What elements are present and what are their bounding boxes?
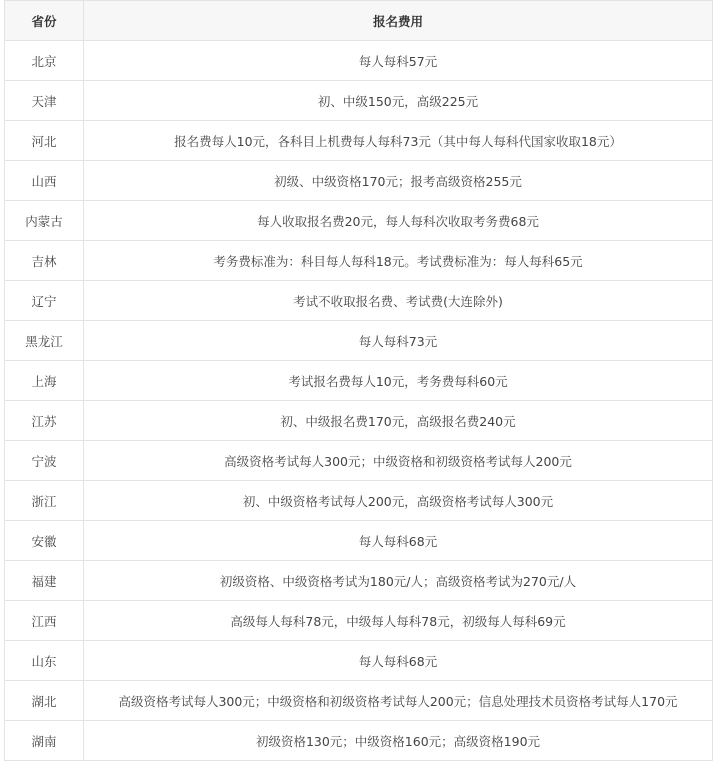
province-cell: 江苏 <box>5 401 84 441</box>
province-cell: 湖南 <box>5 721 84 761</box>
table-row <box>5 201 713 241</box>
table-row <box>5 521 713 561</box>
fee-cell: 每人每科68元 <box>84 641 713 681</box>
fee-cell: 高级每人每科78元，中级每人每科78元，初级每人每科69元 <box>84 601 713 641</box>
table-row <box>5 641 713 681</box>
table-header <box>5 1 713 41</box>
table-row <box>5 81 713 121</box>
header-row <box>5 1 713 41</box>
table-row <box>5 41 713 81</box>
fee-cell: 初、中级资格考试每人200元，高级资格考试每人300元 <box>84 481 713 521</box>
fee-cell: 每人每科57元 <box>84 41 713 81</box>
fee-cell: 每人每科73元 <box>84 321 713 361</box>
fee-cell: 初级资格130元；中级资格160元；高级资格190元 <box>84 721 713 761</box>
province-cell: 上海 <box>5 361 84 401</box>
fee-cell: 报名费每人10元，各科目上机费每人每科73元（其中每人每科代国家收取18元） <box>84 121 713 161</box>
fee-cell: 每人每科68元 <box>84 521 713 561</box>
table-row <box>5 321 713 361</box>
province-cell: 湖北 <box>5 681 84 721</box>
fee-cell: 考务费标准为：科目每人每科18元。考试费标准为：每人每科65元 <box>84 241 713 281</box>
fee-table <box>4 0 713 761</box>
table-row <box>5 161 713 201</box>
table-row <box>5 361 713 401</box>
fee-cell: 初、中级报名费170元，高级报名费240元 <box>84 401 713 441</box>
province-cell: 山东 <box>5 641 84 681</box>
province-cell: 福建 <box>5 561 84 601</box>
province-cell: 黑龙江 <box>5 321 84 361</box>
table-row <box>5 401 713 441</box>
fee-cell: 考试报名费每人10元，考务费每科60元 <box>84 361 713 401</box>
fee-cell: 高级资格考试每人300元；中级资格和初级资格考试每人200元；信息处理技术员资格考试每人170元 <box>84 681 713 721</box>
table-row <box>5 481 713 521</box>
table-row <box>5 241 713 281</box>
fee-cell: 初、中级150元，高级225元 <box>84 81 713 121</box>
table-body <box>5 41 713 761</box>
province-cell: 天津 <box>5 81 84 121</box>
province-cell: 江西 <box>5 601 84 641</box>
fee-cell: 高级资格考试每人300元；中级资格和初级资格考试每人200元 <box>84 441 713 481</box>
province-cell: 吉林 <box>5 241 84 281</box>
province-cell: 浙江 <box>5 481 84 521</box>
table-row <box>5 121 713 161</box>
header-fee: 报名费用 <box>84 1 713 41</box>
header-province: 省份 <box>5 1 84 41</box>
table-row <box>5 681 713 721</box>
table-row <box>5 281 713 321</box>
fee-cell: 初级、中级资格170元；报考高级资格255元 <box>84 161 713 201</box>
province-cell: 辽宁 <box>5 281 84 321</box>
province-cell: 北京 <box>5 41 84 81</box>
province-cell: 河北 <box>5 121 84 161</box>
table-row <box>5 721 713 761</box>
fee-cell: 考试不收取报名费、考试费(大连除外) <box>84 281 713 321</box>
province-cell: 山西 <box>5 161 84 201</box>
table-row <box>5 601 713 641</box>
province-cell: 安徽 <box>5 521 84 561</box>
fee-cell: 初级资格、中级资格考试为180元/人；高级资格考试为270元/人 <box>84 561 713 601</box>
province-cell: 宁波 <box>5 441 84 481</box>
province-cell: 内蒙古 <box>5 201 84 241</box>
table-row <box>5 561 713 601</box>
table-row <box>5 441 713 481</box>
fee-cell: 每人收取报名费20元，每人每科次收取考务费68元 <box>84 201 713 241</box>
